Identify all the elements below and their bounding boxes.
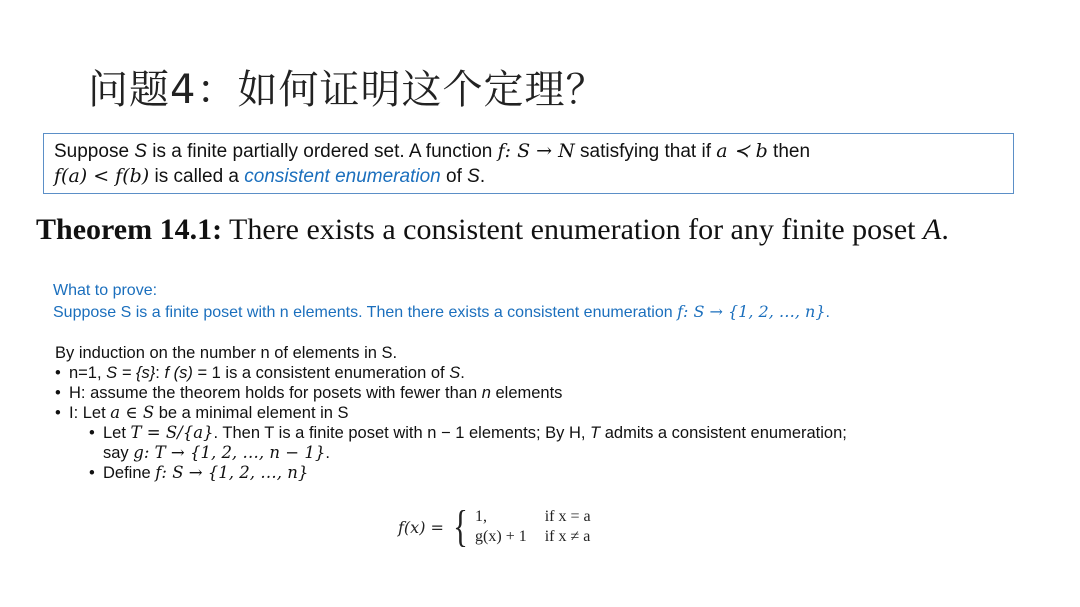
ind-text-1: I: Let [69, 404, 111, 422]
ind-math: a ∈ S [110, 403, 155, 422]
let-text-1: Let [103, 424, 131, 442]
hyp-text-2: elements [490, 384, 563, 402]
piecewise-lhs: f(x) = [398, 517, 444, 537]
case-2-condition: if x ≠ a [544, 528, 591, 545]
prove-end: . [825, 304, 830, 321]
proof-intro: By induction on the number n of elements in S. [55, 344, 398, 362]
define-math: f: S → {1, 2, …, n} [155, 463, 309, 482]
theorem-label: Theorem 14.1: [36, 213, 223, 246]
proof-sub-let [55, 423, 847, 443]
piecewise-definition [398, 502, 591, 551]
proof-sub-say [55, 443, 847, 463]
prove-text: Suppose S is a finite poset with n elements. Then there exists a consistent enumeration [53, 304, 678, 321]
def-text-4: then [767, 141, 811, 162]
def-text-7: . [479, 166, 486, 187]
what-to-prove [53, 280, 830, 323]
say-text-1: say [103, 444, 134, 462]
def-inequality: f(a) < f(b) [54, 165, 150, 187]
base-end: . [460, 364, 465, 382]
ind-text-2: be a minimal element in S [154, 404, 349, 422]
theorem-poset-a: A [923, 213, 942, 246]
definition-box [43, 133, 1014, 194]
def-text-6: of [440, 166, 468, 187]
theorem-text: There exists a consistent enumeration for any finite poset [222, 213, 924, 246]
piecewise-cases [475, 507, 591, 547]
def-text-5: is called a [149, 166, 245, 187]
hyp-text-1: H: assume the theorem holds for posets with fewer than [69, 384, 482, 402]
case-2-value: g(x) + 1 [475, 528, 527, 545]
prove-math: f: S → {1, 2, …, n} [677, 302, 826, 321]
def-relation: a ≺ b [716, 140, 768, 162]
prove-heading: What to prove: [53, 282, 158, 299]
def-set-s: S [134, 141, 147, 162]
case-1-condition: if x = a [544, 508, 591, 525]
theorem-statement [36, 213, 949, 247]
def-text-2: is a finite partially ordered set. A function [146, 141, 498, 162]
left-brace: { [453, 502, 468, 551]
hyp-n: n [481, 384, 491, 402]
def-text-3: satisfying that if [574, 141, 717, 162]
proof-base-case [55, 363, 847, 383]
define-text: Define [103, 464, 156, 482]
say-math: g: T → {1, 2, …, n − 1} [133, 443, 326, 462]
let-math: T = S/{a} [130, 423, 214, 442]
def-function-map: f: S → N [497, 140, 575, 162]
base-text-2: : [155, 364, 165, 382]
def-term: consistent enumeration [244, 166, 441, 187]
proof-hypothesis [55, 383, 847, 403]
def-set-s-2: S [467, 166, 480, 187]
case-row-2 [475, 527, 591, 547]
case-1-value: 1, [475, 508, 488, 525]
base-fs: f (s) [164, 364, 193, 382]
let-text-3: admits a consistent enumeration; [600, 424, 847, 442]
prove-statement [53, 301, 830, 323]
let-t: T [590, 424, 601, 442]
base-s: S [449, 364, 461, 382]
say-end: . [325, 444, 330, 462]
let-text-2: . Then T is a finite poset with n − 1 elements; By H, [213, 424, 591, 442]
def-text-1: Suppose [54, 141, 135, 162]
base-set: S = {s} [106, 364, 156, 382]
slide-title: 问题4：如何证明这个定理？ [88, 67, 607, 113]
base-text-1: n=1, [69, 364, 107, 382]
base-text-3: = 1 is a consistent enumeration of [192, 364, 450, 382]
case-row-1 [475, 507, 591, 527]
theorem-end: . [941, 213, 949, 246]
proof-sub-define [55, 463, 847, 483]
proof-body [55, 343, 847, 483]
proof-induction-step [55, 403, 847, 423]
